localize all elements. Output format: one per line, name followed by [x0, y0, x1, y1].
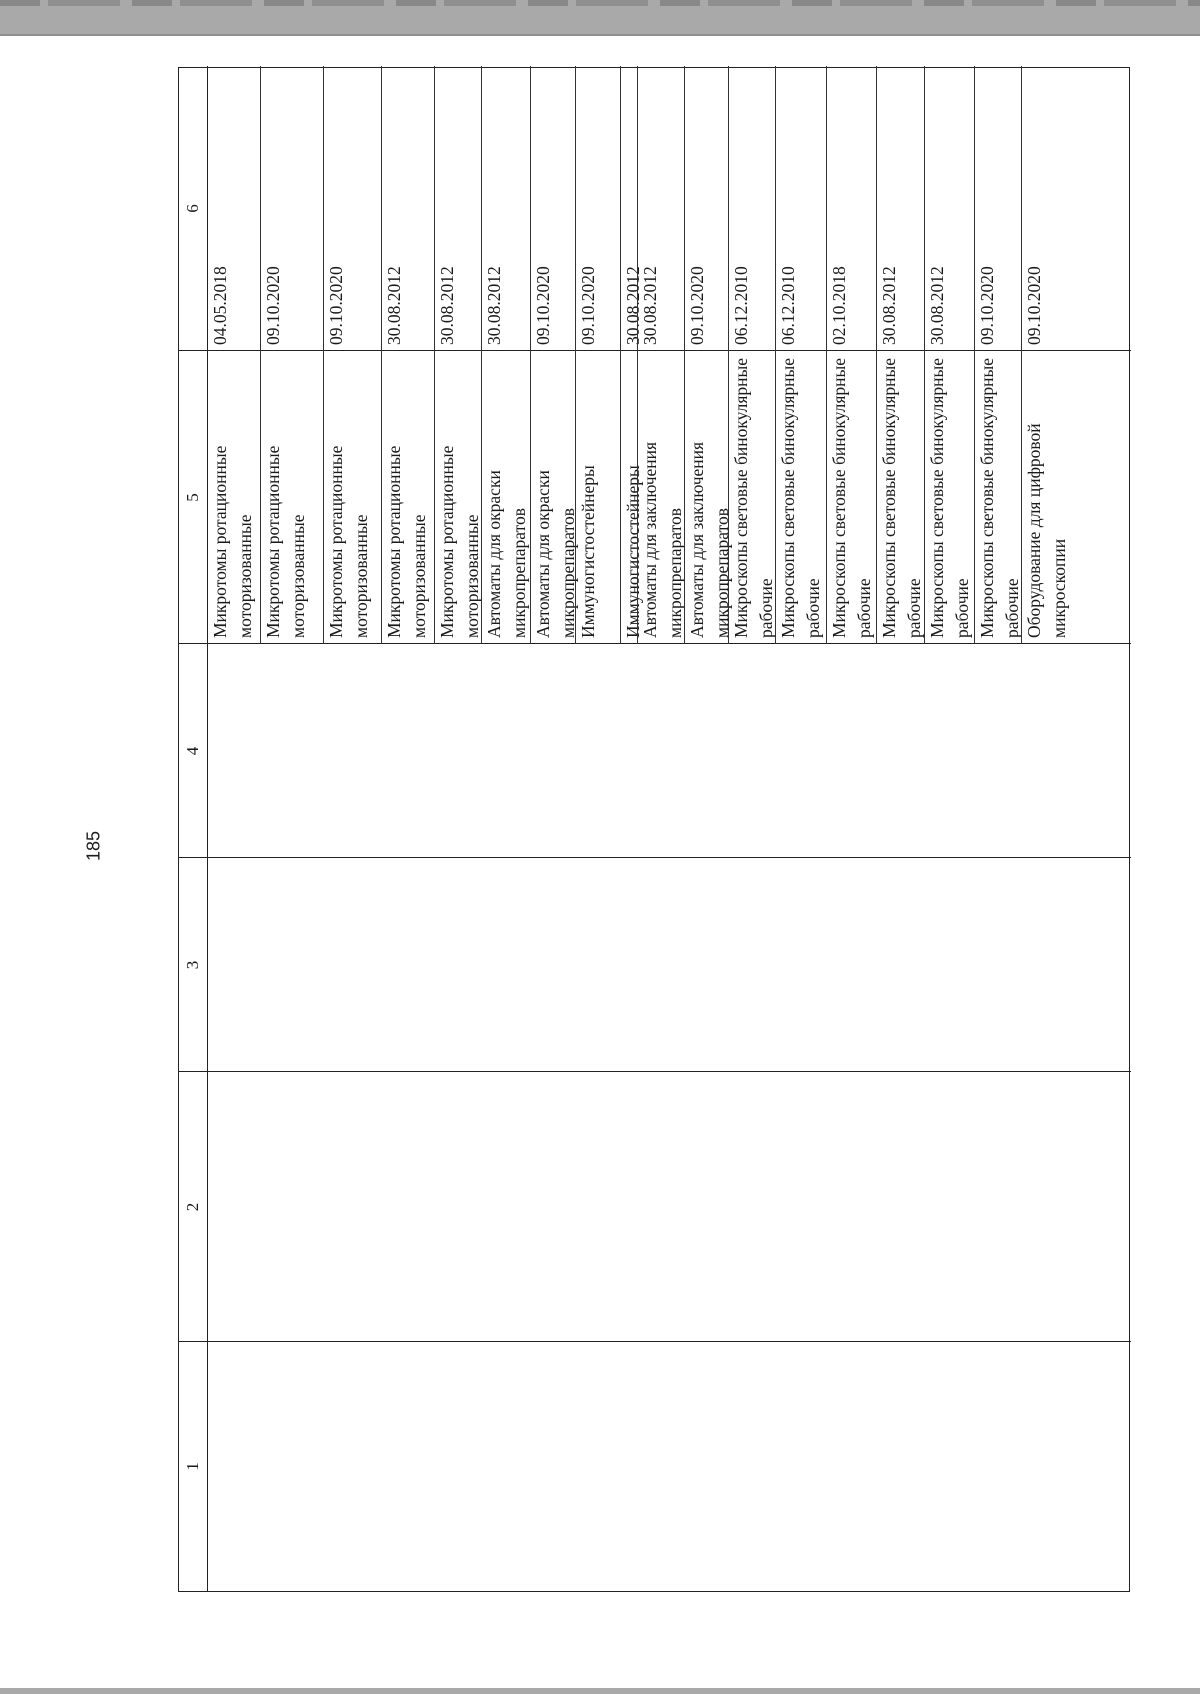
table-cell-date: 09.10.2020	[1024, 266, 1044, 345]
column-divider	[179, 1071, 1131, 1072]
table-cell-date: 09.10.2020	[687, 266, 707, 345]
table-cell-equipment-name: Микроскопы световые бинокулярные рабочие	[977, 357, 1022, 638]
table-cell-date: 04.05.2018	[210, 266, 230, 345]
table-cell-equipment-name: Иммуногистостейнеры	[578, 465, 598, 638]
table-cell-equipment-name: Микроскопы световые бинокулярные рабочие	[879, 357, 924, 638]
table-cell-equipment-name: Микротомы ротационные моторизованные	[384, 445, 429, 638]
table-cell-equipment-name: Микроскопы световые бинокулярные рабочие	[731, 357, 776, 638]
table-cell-equipment-name: Микротомы ротационные моторизованные	[263, 445, 308, 638]
table-cell-date: 09.10.2020	[578, 266, 598, 345]
column-header-1: 1	[183, 1462, 202, 1471]
column-divider	[179, 1341, 1131, 1342]
table-cell-date: 30.08.2012	[384, 266, 404, 345]
table-cell-date: 30.08.2012	[927, 266, 947, 345]
scan-edge-artifact	[0, 0, 1200, 6]
column-header-2: 2	[183, 1202, 202, 1212]
table-cell-date: 30.08.2012	[879, 266, 899, 345]
column-header-3: 3	[183, 960, 202, 970]
table-cell-equipment-name: Микроскопы световые бинокулярные рабочие	[778, 357, 823, 638]
table-cell-equipment-name: Микротомы ротационные моторизованные	[437, 445, 482, 638]
table-area	[178, 67, 1130, 1592]
table-cell-date: 02.10.2018	[829, 266, 849, 345]
table-cell-date: 30.08.2012	[484, 266, 504, 345]
table-cell-date: 06.12.2010	[731, 266, 751, 345]
table-cell-equipment-name: Автоматы для заключения микропрепаратов	[687, 441, 732, 638]
table-cell-date: 30.08.2012	[437, 266, 457, 345]
table-cell-equipment-name: Микроскопы световые бинокулярные рабочие	[927, 357, 972, 638]
table-cell-equipment-name: Автоматы для окраски микропрепаратов	[484, 470, 529, 638]
table-cell-date: 09.10.2020	[977, 266, 997, 345]
table-cell-date: 30.08.2012	[640, 266, 660, 345]
table-cell-date: 30.08.2012	[623, 266, 643, 345]
column-header-6: 6	[183, 204, 202, 213]
table-cell-equipment-name: Микроскопы световые бинокулярные рабочие	[829, 357, 874, 638]
table-cell-date: 06.12.2010	[778, 266, 798, 345]
column-header-5: 5	[183, 493, 202, 502]
table-cell-date: 09.10.2020	[533, 266, 553, 345]
table-cell-equipment-name: Автоматы для окраски микропрепаратов	[533, 470, 578, 638]
equipment-table	[178, 67, 1130, 1592]
table-cell-date: 09.10.2020	[263, 266, 283, 345]
table-cell-equipment-name: Иммуногистостейнеры	[623, 465, 643, 638]
column-divider	[179, 857, 1131, 858]
page-number-text: 185	[83, 830, 104, 862]
table-cell-equipment-name: Автоматы для заключения микропрепаратов	[640, 441, 685, 638]
column-header-4: 4	[183, 746, 202, 756]
table-cell-equipment-name: Микротомы ротационные моторизованные	[326, 445, 371, 638]
table-cell-equipment-name: Микротомы ротационные моторизованные	[210, 445, 255, 638]
table-cell-equipment-name: Оборудование для цифровой микроскопии	[1024, 423, 1069, 638]
table-cell-date: 09.10.2020	[326, 266, 346, 345]
